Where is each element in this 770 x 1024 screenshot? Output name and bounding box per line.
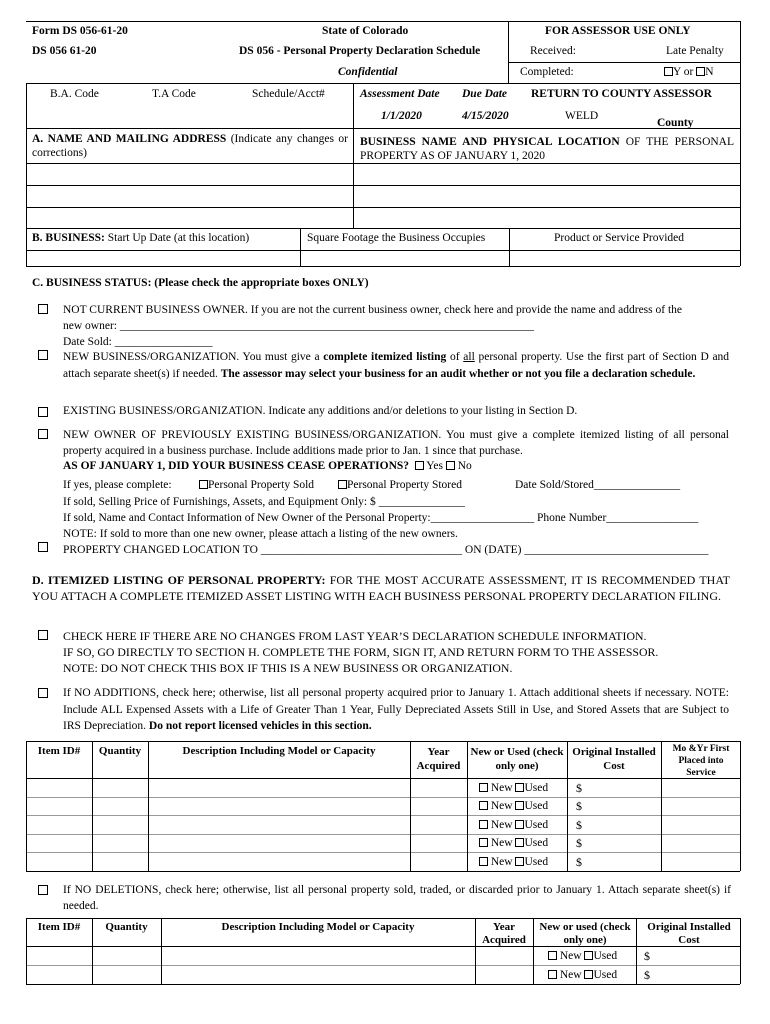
t1-new-used-header: New or Used (check only one)	[470, 746, 564, 772]
received-label: Received:	[530, 45, 576, 57]
no-checkbox[interactable]	[696, 67, 705, 76]
t1-quantity-header: Quantity	[98, 745, 142, 757]
completed-label: Completed:	[520, 66, 574, 78]
assessor-use-only: FOR ASSESSOR USE ONLY	[545, 25, 691, 37]
assessment-date-label: Assessment Date	[360, 88, 440, 100]
due-date-label: Due Date	[462, 88, 508, 100]
cease-no-checkbox[interactable]	[446, 461, 455, 470]
t1-row3-new-checkbox[interactable]	[479, 820, 488, 829]
product-label: Product or Service Provided	[554, 232, 684, 244]
t1-row2-new-checkbox[interactable]	[479, 801, 488, 810]
t1-row1-new-checkbox[interactable]	[479, 783, 488, 792]
t1-row4-dollar: $	[576, 836, 582, 850]
t2-quantity-header: Quantity	[105, 921, 148, 933]
t1-cost-header: Original Installed Cost	[572, 746, 656, 772]
no-changes-checkbox[interactable]	[38, 630, 48, 640]
t1-row4-new-used: New Used	[479, 837, 548, 849]
new-business-checkbox[interactable]	[38, 350, 48, 360]
section-c-title: C. BUSINESS STATUS: (Please check the appropriate boxes ONLY)	[32, 277, 369, 289]
t1-row5-new-used: New Used	[479, 856, 548, 868]
t2-row1-new-used: New Used	[548, 950, 617, 962]
pp-stored-checkbox[interactable]	[338, 480, 347, 489]
pp-sold: Personal Property Sold	[199, 479, 314, 491]
t2-row2-dollar: $	[644, 968, 650, 982]
t1-row3-new-used: New Used	[479, 819, 548, 831]
new-owner-checkbox[interactable]	[38, 429, 48, 439]
t1-row2-dollar: $	[576, 799, 582, 813]
completed-yn: Y or N	[664, 66, 714, 78]
no-additions-checkbox[interactable]	[38, 688, 48, 698]
section-b-title: B. BUSINESS: Start Up Date (at this location)	[32, 232, 250, 244]
no-changes-text: CHECK HERE IF THERE ARE NO CHANGES FROM LAST YEAR’S DECLARATION SCHEDULE INFORMATION. IF SO, GO DIRECTLY TO SECTION H. COMPLETE THE FORM, SIGN IT, AND RETURN FORM TO THE ASSESSOR. NOTE: DO NOT CHECK THIS BOX IF THIS IS A NEW BUSINESS OR ORGANIZATION.	[63, 629, 659, 675]
county-name: WELD	[565, 110, 599, 122]
existing-business-checkbox[interactable]	[38, 407, 48, 417]
t2-row2-new-used: New Used	[548, 969, 617, 981]
ta-code-label: T.A Code	[152, 88, 196, 100]
t2-description-header: Description Including Model or Capacity	[221, 921, 415, 933]
t1-description-header: Description Including Model or Capacity	[182, 745, 376, 757]
ba-code-label: B.A. Code	[50, 88, 99, 100]
pp-stored: Personal Property Stored	[338, 479, 462, 491]
schedule-acct-label: Schedule/Acct#	[252, 88, 325, 100]
if-yes-label: If yes, please complete:	[63, 479, 172, 491]
t1-item-id-header: Item ID#	[37, 745, 81, 757]
t2-cost-header: Original Installed Cost	[647, 921, 731, 946]
section-a-title: A. NAME AND MAILING ADDRESS (Indicate any changes or corrections)	[32, 133, 348, 159]
t2-item-id-header: Item ID#	[37, 921, 81, 933]
date-sold-stored: Date Sold/Stored_______________	[515, 479, 681, 491]
no-additions-text: If NO ADDITIONS, check here; otherwise, list all personal property acquired prior to January 1. Attach additional sheets if necessary. NOTE: Include ALL Expensed Assets with a Life of Greater Than 1 Year, Fully Depreciated Assets Still in Use, and Stored Assets that are Subject to IRS Depreciation. Do not report licensed vehicles in this section.	[63, 687, 729, 732]
t2-year-header: Year Acquired	[482, 921, 526, 946]
t1-row1-new-used: New Used	[479, 782, 548, 794]
t1-row1-dollar: $	[576, 781, 582, 795]
business-location-title: BUSINESS NAME AND PHYSICAL LOCATION OF THE PERSONAL PROPERTY AS OF JANUARY 1, 2020	[360, 136, 735, 162]
yes-checkbox[interactable]	[664, 67, 673, 76]
t1-row2-new-used: New Used	[479, 800, 548, 812]
ds-code: DS 056 61-20	[32, 45, 97, 57]
not-current-owner-checkbox[interactable]	[38, 304, 48, 314]
form-id: Form DS 056-61-20	[32, 25, 128, 37]
confidential-label: Confidential	[338, 66, 398, 78]
section-d-title: D. ITEMIZED LISTING OF PERSONAL PROPERTY: FOR THE MOST ACCURATE ASSESSMENT, IT IS RECOMMENDED THAT YOU ATTACH A COMPLETE ITEMIZED ASSET LISTING WITH EACH BUSINESS PERSONAL PROPERTY DECLARATION FILING.	[32, 573, 730, 603]
county-label: County	[657, 117, 694, 129]
t1-row4-new-checkbox[interactable]	[479, 838, 488, 847]
new-owner-contact: If sold, Name and Contact Information of New Owner of the Personal Property:__________________ Phone Number________________	[63, 512, 699, 524]
sqft-label: Square Footage the Business Occupies	[307, 232, 486, 244]
state-name: State of Colorado	[322, 25, 409, 37]
multi-owner-note: NOTE: If sold to more than one new owner, please attach a listing of the new owners.	[63, 528, 458, 540]
t1-row3-dollar: $	[576, 818, 582, 832]
return-to-assessor: RETURN TO COUNTY ASSESSOR	[531, 88, 712, 100]
form-title: DS 056 - Personal Property Declaration Schedule	[239, 45, 481, 57]
due-date: 4/15/2020	[462, 110, 509, 122]
not-current-owner-text: NOT CURRENT BUSINESS OWNER. If you are not the current business owner, check here and provide the name and address of the new owner: ________________________________________________________________________ Date Sold: _________________	[63, 304, 683, 348]
existing-business-text: EXISTING BUSINESS/ORGANIZATION. Indicate any additions and/or deletions to your listing in Section D.	[63, 405, 578, 417]
t2-row2-new-checkbox[interactable]	[548, 970, 557, 979]
t2-new-used-header: New or used (check only one)	[539, 921, 631, 946]
no-deletions-checkbox[interactable]	[38, 885, 48, 895]
new-owner-text: NEW OWNER OF PREVIOUSLY EXISTING BUSINESS/ORGANIZATION. You must give a complete itemized listing of all personal property acquired in a business purchase. Include additions made prior to Jan. 1 since that purchase.	[63, 429, 729, 457]
no-deletions-text: If NO DELETIONS, check here; otherwise, list all personal property sold, traded, or discarded prior to January 1. Attach separate sheet(s) if needed.	[63, 884, 731, 912]
t1-row5-new-checkbox[interactable]	[479, 857, 488, 866]
cease-operations: AS OF JANUARY 1, DID YOUR BUSINESS CEASE OPERATIONS? Yes No	[63, 460, 472, 472]
t1-row5-dollar: $	[576, 855, 582, 869]
t1-year-header: Year Acquired	[416, 746, 461, 772]
t2-row1-dollar: $	[644, 949, 650, 963]
t1-service-header: Mo &Yr First Placed into Service	[672, 744, 730, 778]
pp-sold-checkbox[interactable]	[199, 480, 208, 489]
t2-row1-new-checkbox[interactable]	[548, 951, 557, 960]
cease-yes-checkbox[interactable]	[415, 461, 424, 470]
changed-location-checkbox[interactable]	[38, 542, 48, 552]
late-penalty-label: Late Penalty	[666, 45, 724, 57]
selling-price: If sold, Selling Price of Furnishings, Assets, and Equipment Only: $ _______________	[63, 496, 465, 508]
changed-location: PROPERTY CHANGED LOCATION TO ___________________________________ ON (DATE) ________________________________	[63, 544, 709, 556]
assessment-date: 1/1/2020	[381, 110, 422, 122]
new-business-text: NEW BUSINESS/ORGANIZATION. You must give a complete itemized listing of all personal property. Use the first part of Section D and attach separate sheet(s) if needed. The assessor may select your business for an audit whether or not you file a declaration schedule.	[63, 351, 730, 380]
